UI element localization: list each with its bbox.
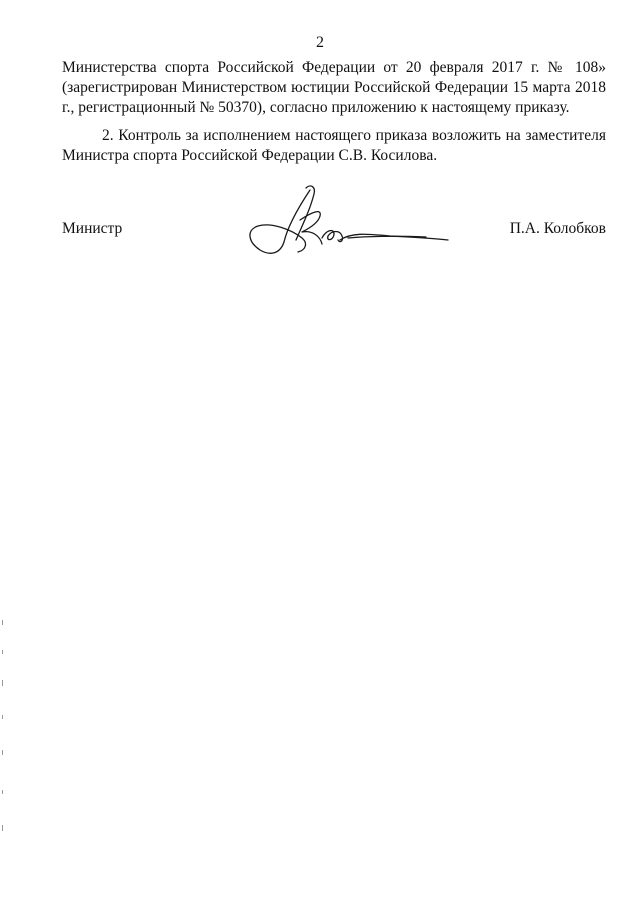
signatory-name: П.А. Колобков bbox=[509, 220, 606, 237]
scan-edge-marks bbox=[1, 620, 4, 840]
signature-block bbox=[62, 214, 606, 264]
paragraph-item-2: 2. Контроль за исполнением настоящего приказа возложить на заместителя Министра спорта Российской Федерации С.В. Косилова. bbox=[62, 127, 606, 164]
paragraph-continuation: Министерства спорта Российской Федерации от 20 февраля 2017 г. № 108» (зарегистрирован Министерством юстиции Российской Федерации 15 марта 2018 г., регистрационный № 50370), согласно приложению к настоящему приказу. bbox=[62, 59, 606, 116]
signatory-title: Министр bbox=[62, 220, 123, 237]
document-body bbox=[62, 58, 606, 174]
handwritten-signature bbox=[240, 180, 455, 260]
page-number: 2 bbox=[316, 34, 324, 51]
